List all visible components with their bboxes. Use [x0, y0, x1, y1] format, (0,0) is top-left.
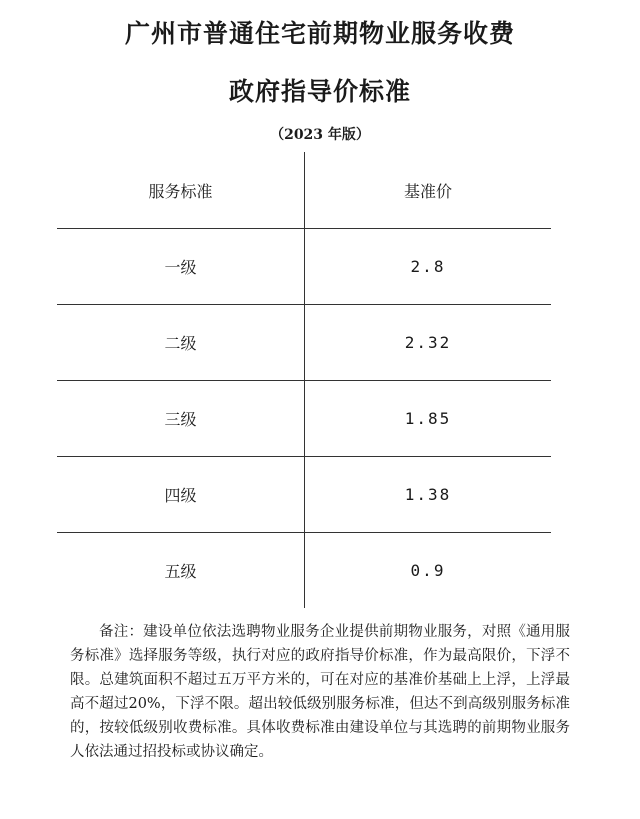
base-price-cell: 0.9: [305, 533, 552, 609]
base-price-cell: 1.85: [305, 381, 552, 457]
table-row: [57, 533, 551, 609]
table-row: [57, 305, 551, 381]
document-title-line1: 广州市普通住宅前期物业服务收费: [124, 19, 515, 48]
price-standard-table: [57, 152, 551, 608]
base-price-cell: 2.32: [305, 305, 552, 381]
service-level-cell: 三级: [57, 381, 305, 457]
service-level-cell: 五级: [57, 533, 305, 609]
service-level-cell: 一级: [57, 229, 305, 305]
footnote-remarks: 备注：建设单位依法选聘物业服务企业提供前期物业服务，对照《通用服务标准》选择服务等级，执行对应的政府指导价标准，作为最高限价，下浮不限。总建筑面积不超过五万平方米的，可在对应的基准价基础上上浮，上浮最高不超过20%，下浮不限。超出较低级别服务标准，但达不到高级别服务标准的，按较低级别收费标准。具体收费标准由建设单位与其选聘的前期物业服务人依法通过招投标或协议确定。: [70, 623, 570, 760]
table-row: [57, 381, 551, 457]
base-price-cell: 1.38: [305, 457, 552, 533]
table-header-row: [57, 152, 551, 229]
service-level-cell: 四级: [57, 457, 305, 533]
base-price-cell: 2.8: [305, 229, 552, 305]
table-row: [57, 229, 551, 305]
service-level-cell: 二级: [57, 305, 305, 381]
edition-label: （2023 年版）: [270, 127, 370, 143]
document-title-line2: 政府指导价标准: [228, 77, 411, 106]
table-row: [57, 457, 551, 533]
header-base-price: 基准价: [403, 181, 452, 201]
header-service-standard: 服务标准: [57, 152, 305, 229]
